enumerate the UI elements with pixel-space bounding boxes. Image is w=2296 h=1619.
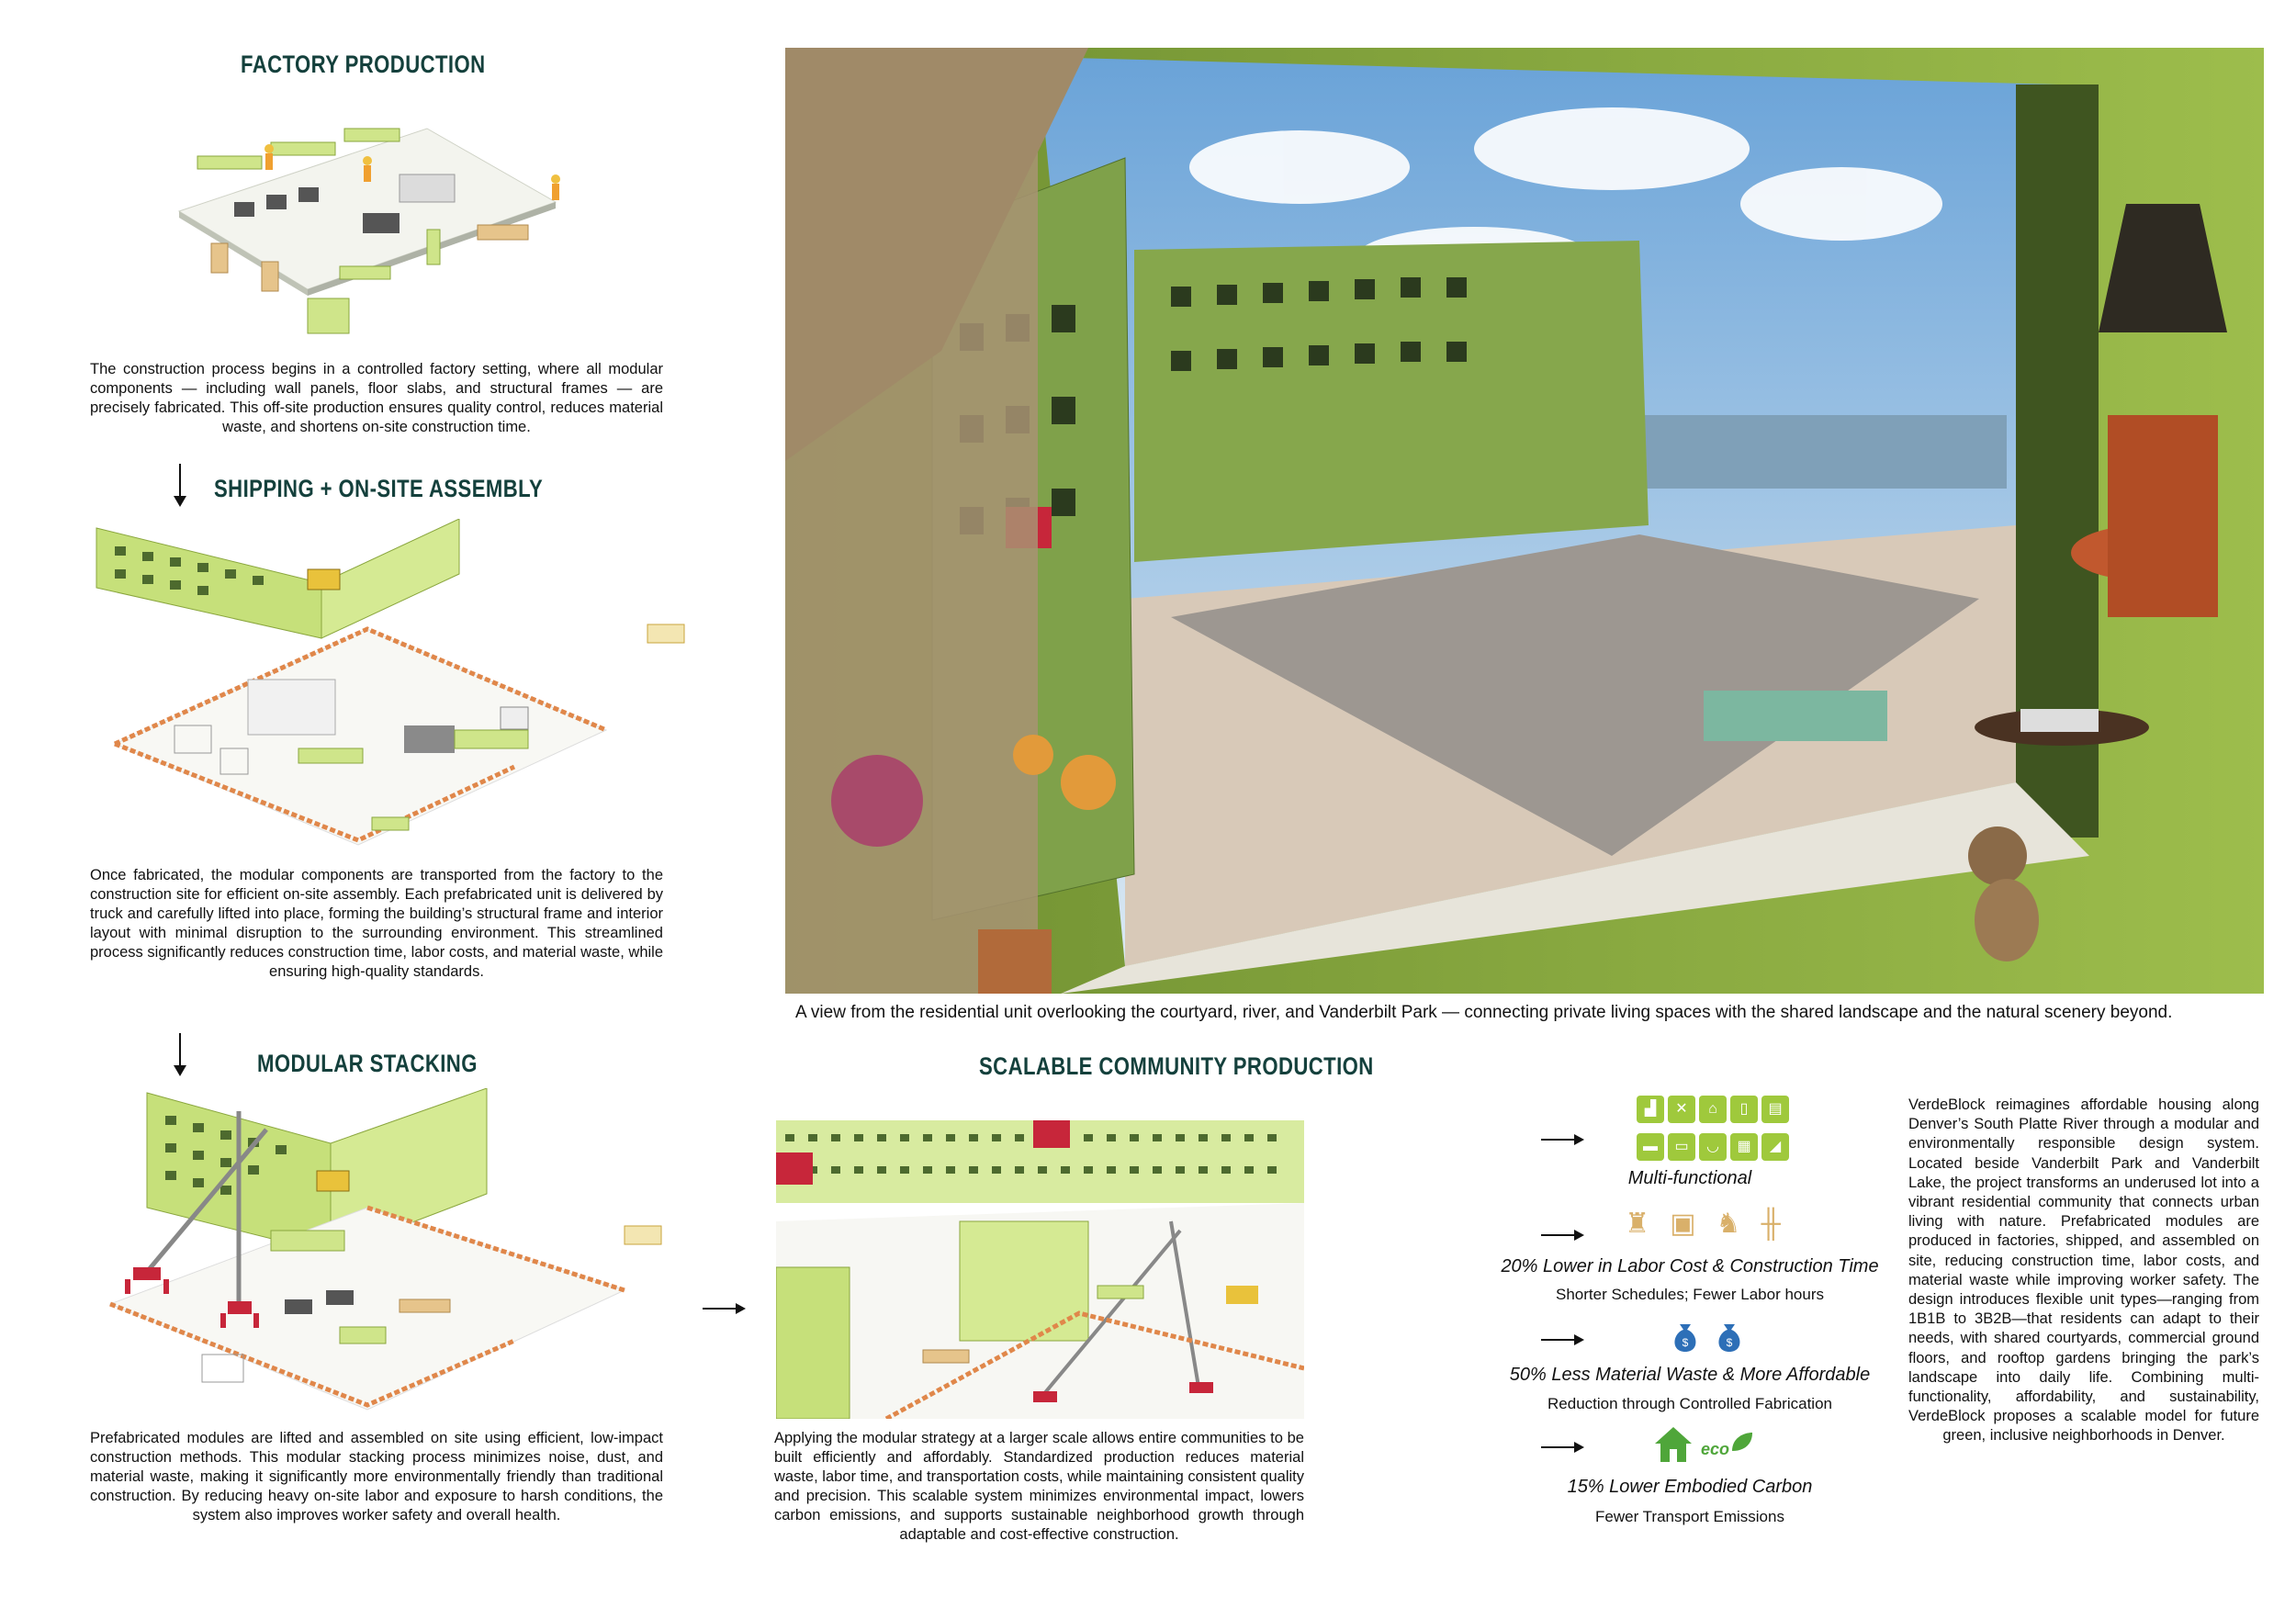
factory-diagram: [124, 92, 611, 354]
money-bag-icon: [1675, 1324, 1696, 1352]
bed-icon: ▭: [1668, 1133, 1695, 1161]
render-caption: A view from the residential unit overlooking the courtyard, river, and Vanderbilt Park — connecting private living spaces with the shared landscape and the natural scenery beyond.: [795, 1003, 2173, 1022]
benefit-title-1: Multi-functional: [1627, 1168, 1752, 1188]
multifunctional-icons: [1612, 1096, 1814, 1165]
stacking-diagram: [92, 1088, 698, 1414]
lounge-icon: ◢: [1761, 1133, 1789, 1161]
arrow-down-1: [179, 464, 181, 505]
cart-worker-icon: ♞: [1716, 1209, 1761, 1239]
benefit-arrow-4: [1541, 1446, 1582, 1448]
money-bag-icon: [1719, 1324, 1740, 1352]
benefit-title-2: 20% Lower in Labor Cost & Construction Time: [1501, 1256, 1879, 1276]
bathtub-icon: ◡: [1699, 1133, 1727, 1161]
window-view-render: [785, 48, 2264, 994]
benefit-sub-2: Shorter Schedules; Fewer Labor hours: [1556, 1286, 1824, 1303]
svg-text:eco: eco: [1701, 1440, 1730, 1458]
carbon-icons: [1653, 1423, 1773, 1470]
shipping-heading: SHIPPING + ON-SITE ASSEMBLY: [214, 475, 544, 502]
benefit-sub-3: Reduction through Controlled Fabrication: [1548, 1395, 1832, 1412]
benefit-arrow-3: [1541, 1339, 1582, 1341]
benefit-title-4: 15% Lower Embodied Carbon: [1567, 1477, 1813, 1497]
shipping-text: Once fabricated, the modular components are transported from the factory to the construction site for efficient on-site assembly. Each prefabricated unit is delivered by truck and carefully lifted into place, forming the building’s structural frame and interior layout with minimal disruption to the surrounding environment. This streamlined process significantly reduces construction time, labor costs, and material waste, while ensuring high-quality standards.: [90, 867, 663, 980]
money-icons: [1662, 1315, 1763, 1360]
green-house-icon: [1655, 1427, 1692, 1462]
scalable-text: Applying the modular strategy at a larger scale allows entire communities to be built efficiently and affordably. Standardized production reduces material waste, labor time, and transportation costs, while maintaining consistent quality and precision. This scalable system minimizes environmental impact, lowers carbon emissions, and supports sustainable neighborhood growth through adaptable and cost-effective construction.: [774, 1430, 1304, 1543]
factory-text: The construction process begins in a controlled factory setting, where all modular components — including wall panels, floor slabs, and structural frames — are precisely fabricated. This off-site production ensures quality control, reduces material waste, and shortens on-site construction time.: [90, 361, 663, 435]
benefit-arrow-2: [1541, 1234, 1582, 1236]
project-description: VerdeBlock reimagines affordable housing along Denver’s South Platte River through a modular and environmentally responsible design system. Located beside Vanderbilt Park and Vanderbilt Lake, the project transforms an underused lot into a vibrant residential community that connects urban living with nature. Prefabricated modules are produced in factories, shipped, and assembled on site, reducing construction time, labor costs, and material waste while improving worker safety. The design introduces flexible unit types—ranging from 1B1B to 3B2B—that residents can adapt to their needs, with shared courtyards, commercial ground floors, and rooftop gardens bringing the park’s landscape into daily life. Combining multi-functionality, affordability, and sustainability, VerdeBlock proposes a scalable model for future green, inclusive neighborhoods in Denver.: [1908, 1096, 2259, 1445]
arrow-down-2: [179, 1033, 181, 1074]
stacking-heading: MODULAR STACKING: [257, 1050, 478, 1077]
worker-icon: ♜: [1625, 1209, 1671, 1239]
carry-box-icon: ▣: [1670, 1209, 1716, 1239]
svg-text:$: $: [1726, 1336, 1733, 1349]
kitchen-icon: ▦: [1730, 1133, 1758, 1161]
shipping-diagram: [92, 519, 698, 849]
arrow-right: [703, 1308, 744, 1310]
labor-icons: [1621, 1208, 1805, 1240]
fridge-icon: ▯: [1730, 1096, 1758, 1123]
scalable-heading: SCALABLE COMMUNITY PRODUCTION: [979, 1052, 1374, 1080]
tools-icon: ✕: [1668, 1096, 1695, 1123]
benefit-arrow-1: [1541, 1139, 1582, 1141]
ladder-worker-icon: ╫: [1761, 1209, 1801, 1239]
factory-heading: FACTORY PRODUCTION: [241, 51, 486, 78]
benefit-sub-4: Fewer Transport Emissions: [1595, 1508, 1784, 1525]
sofa-icon: ▬: [1637, 1133, 1664, 1161]
stairs-icon: ▟: [1637, 1096, 1664, 1123]
benefit-title-3: 50% Less Material Waste & More Affordable: [1509, 1365, 1871, 1385]
svg-text:$: $: [1682, 1336, 1689, 1349]
garage-icon: ⌂: [1699, 1096, 1727, 1123]
stacking-text: Prefabricated modules are lifted and assembled on site using efficient, low-impact construction methods. This modular stacking process minimizes noise, dust, and material waste, making it significantly more environmentally friendly than traditional construction. By reducing heavy on-site labor and exposure to harsh conditions, the system also improves worker safety and overall health.: [90, 1430, 663, 1523]
eco-leaf-icon: [1701, 1433, 1752, 1458]
store-icon: ▤: [1761, 1096, 1789, 1123]
scalable-diagram: [776, 1093, 1304, 1419]
